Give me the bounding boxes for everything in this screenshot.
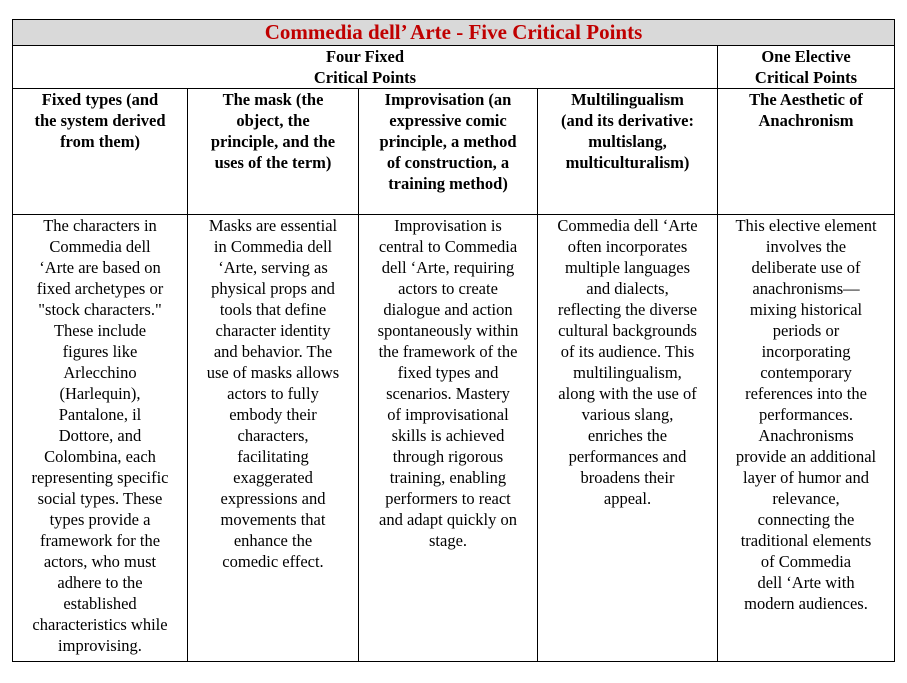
header-line: multislang,: [588, 132, 667, 151]
body-line: The characters in: [43, 216, 157, 235]
body-line: tools that define: [219, 300, 327, 319]
body-line: actors to create: [398, 279, 498, 298]
body-line: dell ‘Arte with: [757, 573, 855, 592]
body-row: [13, 215, 895, 662]
body-mask: [188, 215, 359, 662]
header-line: expressive comic: [389, 111, 507, 130]
header-line: Fixed types (and: [41, 90, 159, 109]
body-line: actors to fully: [227, 384, 319, 403]
body-line: dialogue and action: [383, 300, 513, 319]
body-line: ‘Arte are based on: [39, 258, 161, 277]
body-line: representing specific: [31, 468, 169, 487]
body-line: broadens their: [580, 468, 675, 487]
header-line: from them): [60, 132, 140, 151]
header-line: principle, a method: [379, 132, 517, 151]
body-line: and dialects,: [586, 279, 669, 298]
body-line: appeal.: [603, 489, 652, 508]
body-line: relevance,: [772, 489, 840, 508]
header-anachronism: [718, 89, 895, 215]
elective-points-group-header: [718, 46, 895, 89]
body-line: These include: [53, 321, 147, 340]
body-line: performances.: [759, 405, 853, 424]
body-line: reflecting the diverse: [557, 300, 698, 319]
body-line: embody their: [229, 405, 317, 424]
body-line: Arlecchino: [63, 363, 137, 382]
body-line: performances and: [568, 447, 687, 466]
body-line: various slang,: [581, 405, 674, 424]
body-line: fixed types and: [397, 363, 499, 382]
body-line: ‘Arte, serving as: [218, 258, 328, 277]
body-line: Pantalone, il: [58, 405, 142, 424]
body-line: and adapt quickly on: [379, 510, 517, 529]
body-line: incorporating: [761, 342, 851, 361]
body-line: layer of humor and: [743, 468, 869, 487]
body-line: contemporary: [760, 363, 852, 382]
body-line: modern audiences.: [744, 594, 868, 613]
body-line: Improvisation is: [394, 216, 502, 235]
body-line: training, enabling: [389, 468, 507, 487]
header-improvisation: [359, 89, 538, 215]
body-line: figures like: [62, 342, 138, 361]
body-line: traditional elements: [740, 531, 872, 550]
body-line: anachronisms—: [752, 279, 860, 298]
table-title: Commedia dell’ Arte - Five Critical Points: [13, 20, 895, 46]
body-line: stage.: [428, 531, 468, 550]
fixed-points-group-header: [13, 46, 718, 89]
body-line: facilitating: [237, 447, 309, 466]
group-header-line: One Elective: [761, 47, 851, 66]
body-line: cultural backgrounds: [558, 321, 697, 340]
body-line: movements that: [220, 510, 326, 529]
header-line: Anachronism: [758, 111, 854, 130]
header-fixed-types: [13, 89, 188, 215]
body-line: established: [63, 594, 137, 613]
header-line: principle, and the: [210, 132, 336, 151]
body-line: Dottore, and: [58, 426, 142, 445]
body-line: provide an additional: [735, 447, 877, 466]
body-line: enriches the: [587, 426, 668, 445]
body-multilingualism: [538, 215, 718, 662]
body-line: references into the: [745, 384, 867, 403]
critical-points-table-wrapper: [12, 19, 894, 662]
header-line: Improvisation (an: [384, 90, 512, 109]
header-line: training method): [388, 174, 508, 193]
body-line: enhance the: [233, 531, 313, 550]
group-header-line: Critical Points: [313, 68, 417, 87]
header-line: (and its derivative:: [561, 111, 694, 130]
body-line: Masks are essential: [208, 216, 338, 235]
header-line: multiculturalism): [565, 153, 690, 172]
body-line: multiple languages: [564, 258, 691, 277]
body-line: characters,: [237, 426, 309, 445]
body-line: exaggerated: [233, 468, 313, 487]
body-line: adhere to the: [57, 573, 143, 592]
title-row: [13, 20, 895, 46]
body-line: This elective element: [735, 216, 877, 235]
body-line: of improvisational: [387, 405, 509, 424]
body-line: Commedia dell ‘Arte: [557, 216, 698, 235]
body-line: types provide a: [49, 510, 151, 529]
body-line: and behavior. The: [213, 342, 333, 361]
body-line: use of masks allows: [206, 363, 340, 382]
body-line: often incorporates: [567, 237, 688, 256]
body-line: "stock characters.": [38, 300, 162, 319]
body-line: central to Commedia: [378, 237, 518, 256]
body-line: deliberate use of: [751, 258, 861, 277]
group-row: [13, 46, 895, 89]
body-line: the framework of the: [378, 342, 518, 361]
body-line: actors, who must: [43, 552, 157, 571]
body-line: comedic effect.: [222, 552, 324, 571]
body-line: multilingualism,: [573, 363, 682, 382]
body-line: along with the use of: [558, 384, 697, 403]
body-fixed-types: [13, 215, 188, 662]
header-line: the system derived: [34, 111, 166, 130]
body-line: involves the: [765, 237, 847, 256]
body-line: scenarios. Mastery: [386, 384, 510, 403]
body-line: through rigorous: [392, 447, 504, 466]
body-line: (Harlequin),: [59, 384, 141, 403]
body-line: social types. These: [37, 489, 163, 508]
header-line: object, the: [236, 111, 310, 130]
body-line: skills is achieved: [391, 426, 505, 445]
header-line: The Aesthetic of: [749, 90, 863, 109]
header-line: of construction, a: [386, 153, 510, 172]
body-line: periods or: [772, 321, 840, 340]
body-line: expressions and: [220, 489, 326, 508]
body-line: performers to react: [385, 489, 511, 508]
column-header-row: [13, 89, 895, 215]
body-line: of its audience. This: [560, 342, 695, 361]
body-line: framework for the: [39, 531, 161, 550]
body-line: Anachronisms: [758, 426, 854, 445]
header-multilingualism: [538, 89, 718, 215]
critical-points-table: [12, 19, 895, 662]
body-improvisation: [359, 215, 538, 662]
body-line: in Commedia dell: [213, 237, 333, 256]
body-line: spontaneously within: [377, 321, 519, 340]
body-line: characteristics while: [32, 615, 168, 634]
body-line: physical props and: [211, 279, 335, 298]
body-line: mixing historical: [749, 300, 863, 319]
body-line: Colombina, each: [44, 447, 156, 466]
header-mask: [188, 89, 359, 215]
body-line: improvising.: [58, 636, 142, 655]
group-header-line: Four Fixed: [325, 47, 405, 66]
body-line: fixed archetypes or: [36, 279, 164, 298]
header-line: The mask (the: [222, 90, 324, 109]
body-anachronism: [718, 215, 895, 662]
body-line: connecting the: [757, 510, 855, 529]
header-line: uses of the term): [214, 153, 332, 172]
group-header-line: Critical Points: [754, 68, 858, 87]
body-line: character identity: [215, 321, 331, 340]
body-line: dell ‘Arte, requiring: [381, 258, 515, 277]
header-line: Multilingualism: [571, 90, 684, 109]
body-line: of Commedia: [760, 552, 852, 571]
body-line: Commedia dell: [49, 237, 151, 256]
